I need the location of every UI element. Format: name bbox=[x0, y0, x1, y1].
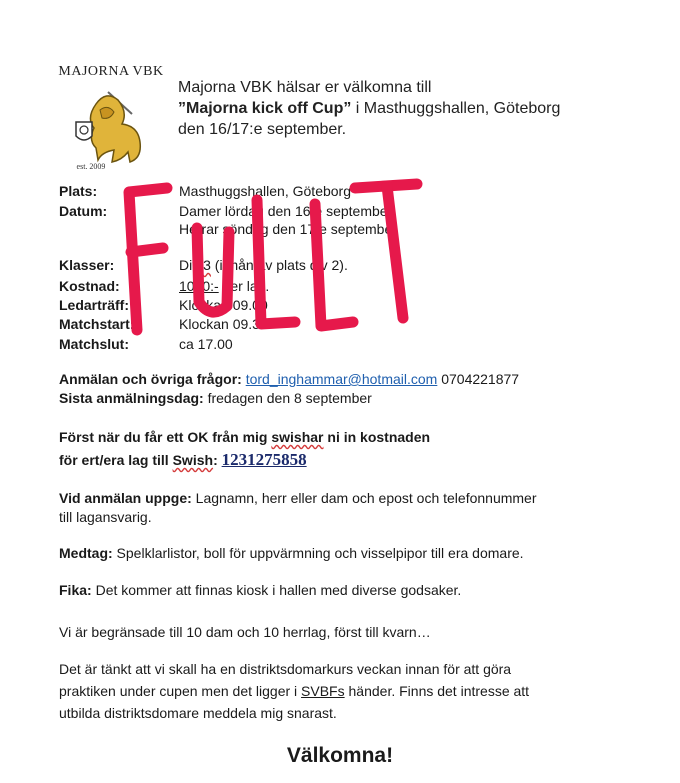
lion-crest-icon bbox=[56, 64, 166, 176]
fullt-stamp-strokes bbox=[129, 184, 417, 330]
team-limit-text: Vi är begränsade till 10 dam och 10 herrlag, först till kvarn… bbox=[59, 624, 431, 640]
stamp-letter-l2 bbox=[315, 204, 353, 326]
kostnad-label: Kostnad: bbox=[59, 278, 120, 294]
vid-anmalan-label: Vid anmälan uppge: bbox=[59, 490, 192, 506]
logo-club-name: MAJORNA VBK bbox=[58, 64, 164, 79]
fika-text: Det kommer att finnas kiosk i hallen med diverse godsaker. bbox=[91, 582, 462, 598]
header-venue: i Masthuggshallen, Göteborg bbox=[351, 100, 561, 117]
header-line-1: Majorna VBK hälsar er välkomna till bbox=[178, 79, 432, 96]
kostnad-amount: 1000:- bbox=[179, 278, 219, 294]
klasser-number: 3 bbox=[203, 257, 211, 273]
stamp-letter-f bbox=[129, 188, 167, 330]
stamp-letter-l1 bbox=[257, 200, 295, 324]
header-line-2 bbox=[178, 100, 560, 118]
vid-anmalan-text: Lagnamn, herr eller dam och epost och telefonnummer bbox=[191, 490, 537, 506]
datum-label: Datum: bbox=[59, 203, 108, 219]
vid-anmalan-line-2: till lagansvarig. bbox=[59, 509, 152, 525]
ledartraff-value: Klockan 09.00 bbox=[179, 297, 268, 313]
deadline-label: Sista anmälningsdag: bbox=[59, 390, 204, 406]
fika-line bbox=[59, 582, 461, 598]
course-line-1: Det är tänkt att vi skall ha en distriktsdomarkurs veckan innan för att göra bbox=[59, 661, 512, 677]
payment-line-1 bbox=[59, 429, 430, 445]
matchstart-label: Matchstart: bbox=[59, 316, 135, 332]
deadline-value: fredagen den 8 september bbox=[203, 390, 372, 406]
payment-swish: Swish bbox=[172, 452, 214, 468]
vid-anmalan-line-1 bbox=[59, 490, 537, 506]
fullt-stamp bbox=[115, 170, 425, 350]
medtag-line bbox=[59, 545, 524, 561]
header-line-3: den 16/17:e september. bbox=[178, 121, 347, 138]
matchslut-label: Matchslut: bbox=[59, 336, 129, 352]
datum-value-men: Herrar söndag den 17:e september bbox=[179, 221, 397, 237]
datum-value-women: Damer lördag den 16:e september bbox=[179, 203, 393, 219]
course-text-c: händer. Finns det intresse att bbox=[344, 683, 530, 699]
payment-text-d: för ert/era lag till bbox=[59, 452, 173, 468]
plats-label: Plats: bbox=[59, 183, 98, 199]
contact-label: Anmälan och övriga frågor: bbox=[59, 371, 242, 387]
klasser-note: (i mån av plats div 2). bbox=[210, 257, 348, 273]
stamp-letter-f-bar bbox=[131, 248, 163, 252]
payment-text-a: Först när du får ett OK från mig bbox=[59, 429, 272, 445]
payment-colon: : bbox=[213, 452, 222, 468]
payment-line-2 bbox=[59, 450, 307, 470]
deadline-line bbox=[59, 390, 372, 406]
stamp-letter-u bbox=[197, 228, 229, 312]
fika-label: Fika: bbox=[59, 582, 92, 598]
payment-swishar: swishar bbox=[271, 429, 324, 445]
course-line-3: utbilda distriktsdomare meddela mig snarast. bbox=[59, 705, 337, 721]
course-svbfs: SVBFs bbox=[301, 683, 345, 699]
plats-value: Masthuggshallen, Göteborg bbox=[179, 183, 351, 199]
course-line-2 bbox=[59, 683, 529, 699]
contact-line bbox=[59, 371, 519, 387]
medtag-label: Medtag: bbox=[59, 545, 113, 561]
closing-welcome: Välkomna! bbox=[286, 744, 394, 767]
ledartraff-label: Ledarträff: bbox=[59, 297, 130, 313]
stamp-letter-t-stem bbox=[387, 186, 403, 318]
payment-text-c: ni in kostnaden bbox=[323, 429, 431, 445]
course-text-a: praktiken under cupen men det ligger i bbox=[59, 683, 302, 699]
contact-phone: 0704221877 bbox=[437, 371, 520, 387]
club-logo bbox=[56, 64, 166, 176]
cup-name: ”Majorna kick off Cup” bbox=[178, 100, 352, 117]
contact-email-link[interactable]: tord_inghammar@hotmail.com bbox=[245, 371, 438, 387]
klasser-div: Div bbox=[179, 257, 204, 273]
medtag-text: Spelklarlistor, boll för uppvärmning och visselpipor till era domare. bbox=[112, 545, 524, 561]
matchstart-value: Klockan 09.30 bbox=[179, 316, 268, 332]
klasser-label: Klasser: bbox=[59, 257, 115, 273]
matchslut-value: ca 17.00 bbox=[179, 336, 233, 352]
kostnad-unit: per lag. bbox=[218, 278, 270, 294]
logo-established: est. 2009 bbox=[76, 162, 106, 171]
swish-number: 1231275858 bbox=[221, 450, 307, 469]
